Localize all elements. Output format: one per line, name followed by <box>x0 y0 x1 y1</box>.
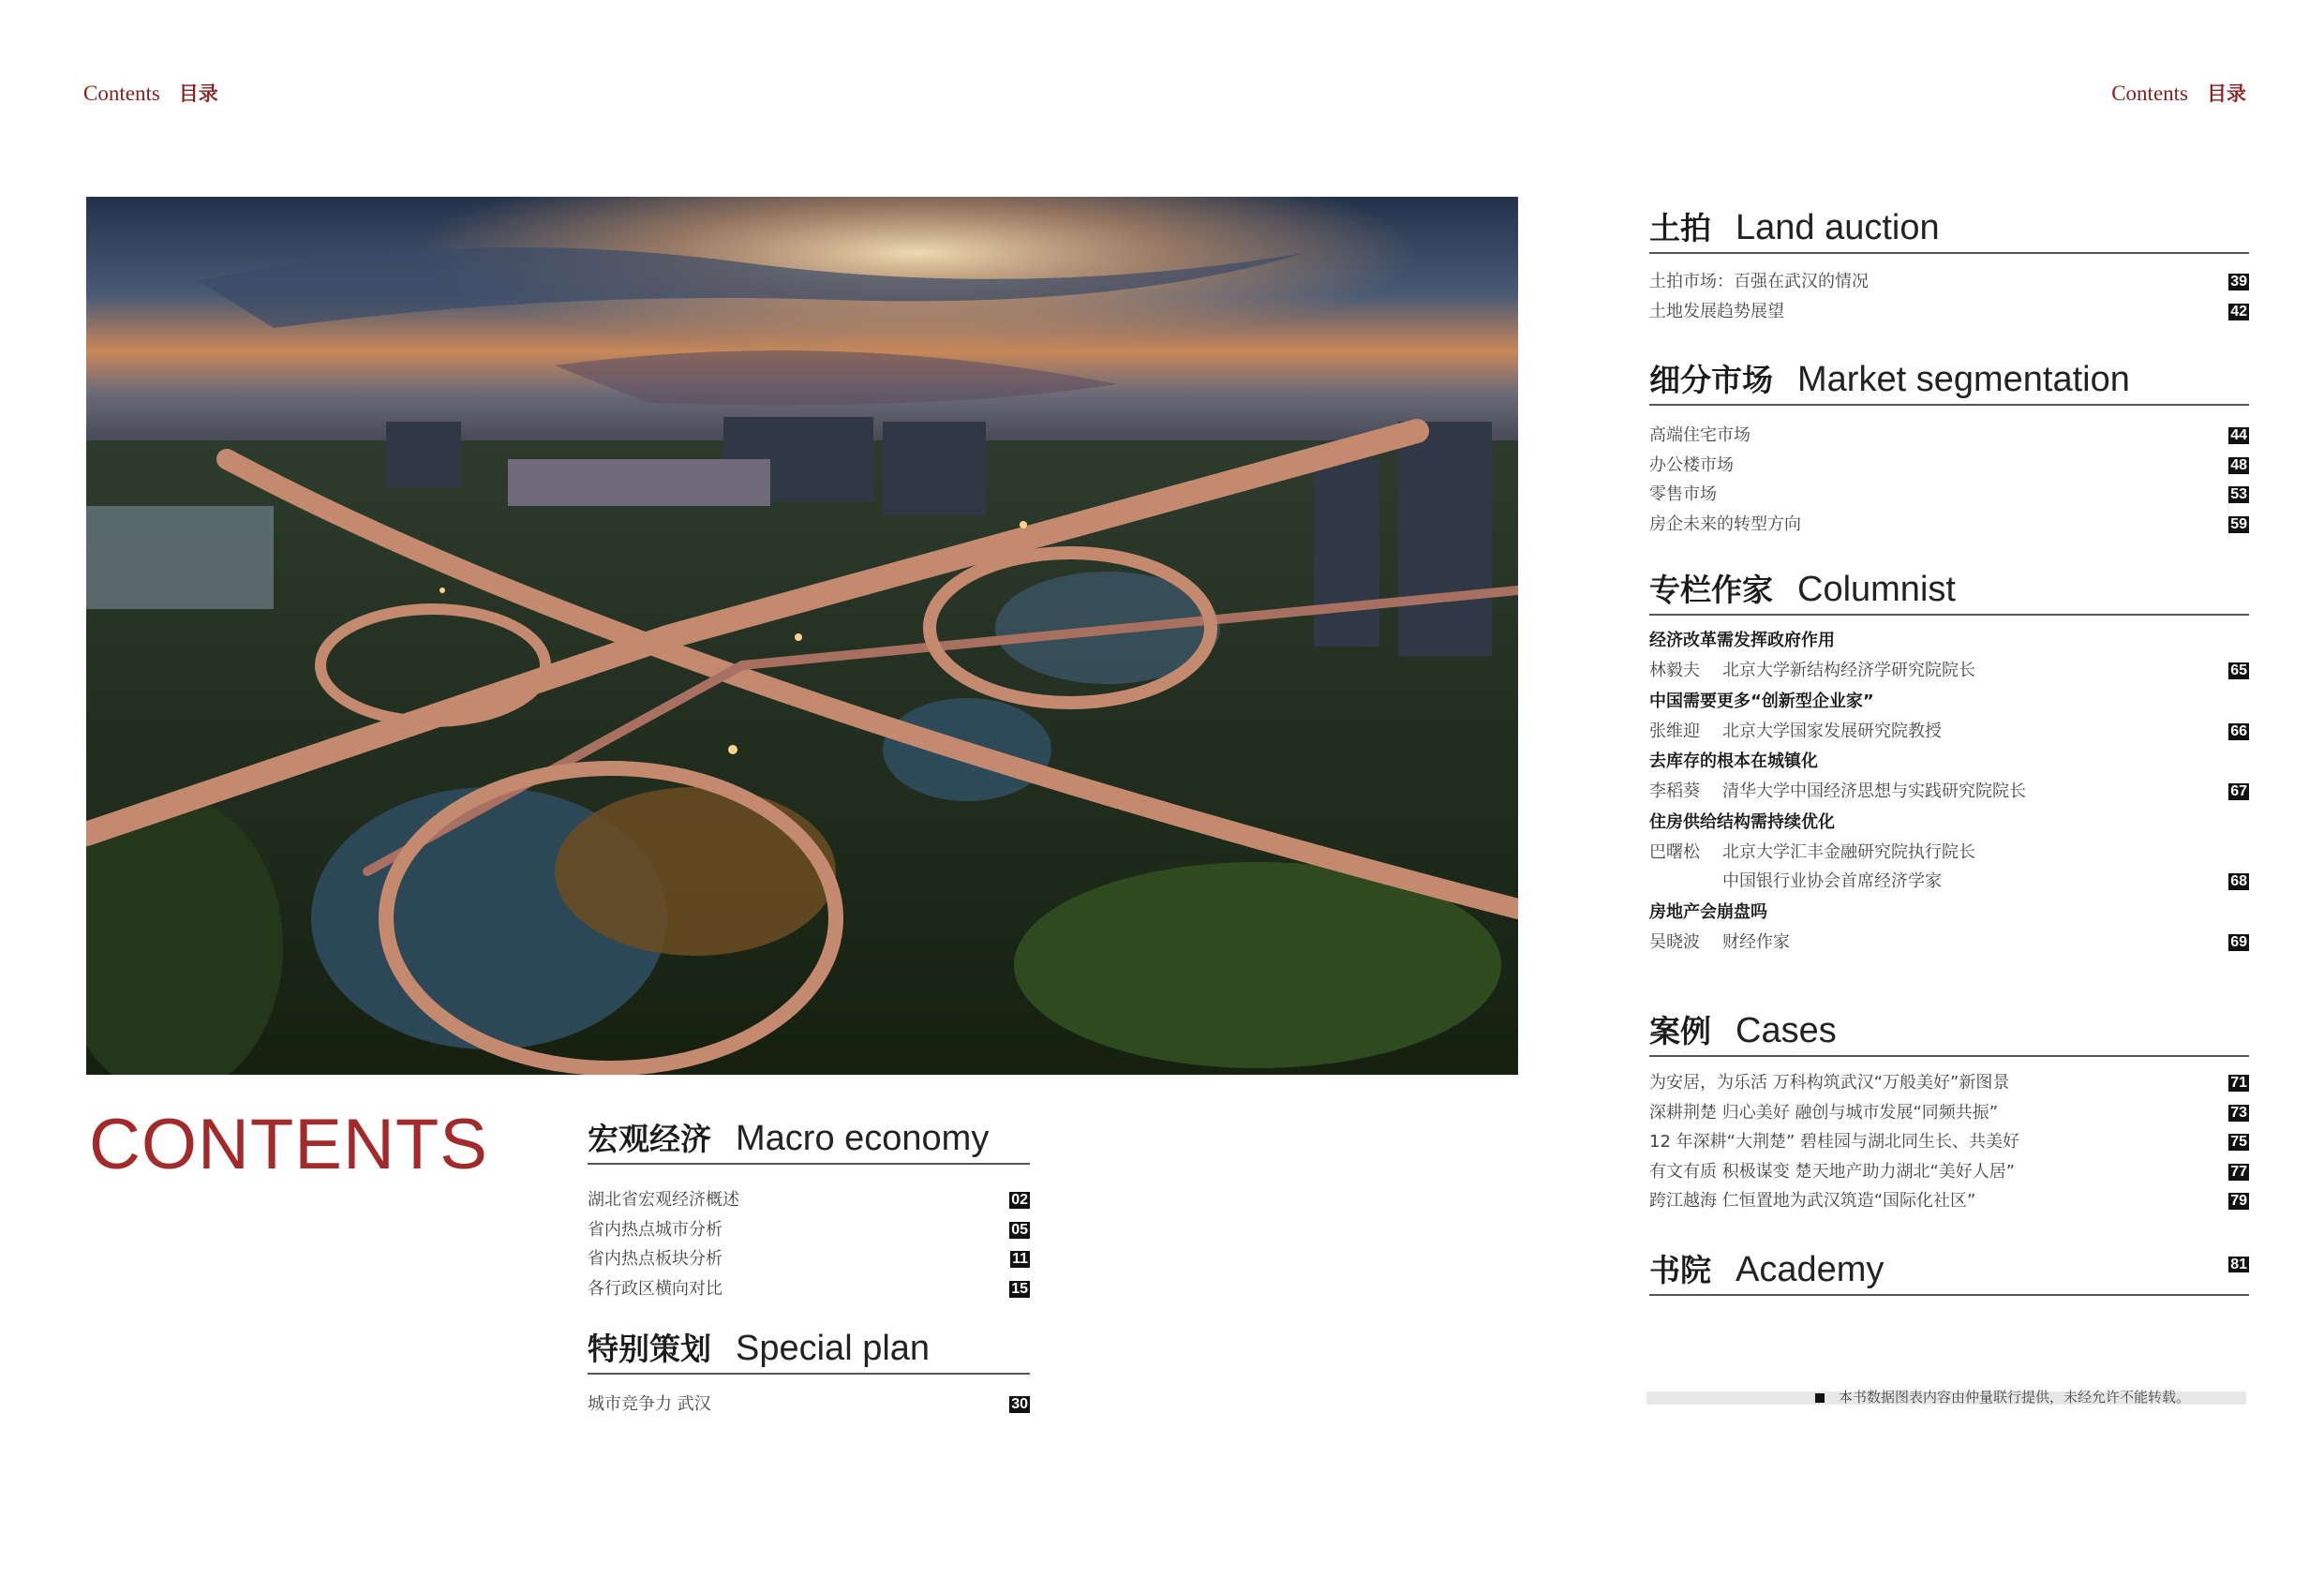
toc-entry-text: 城市竞争力 武汉 <box>588 1394 711 1414</box>
header-left-cn: 目录 <box>178 82 218 105</box>
section-land-auction <box>1649 204 2249 326</box>
toc-entry[interactable] <box>1649 656 2249 686</box>
author-name: 林毅夫 <box>1649 661 1700 680</box>
author-role: 北京大学国家发展研究院教授 <box>1722 721 1942 741</box>
page-number: 11 <box>1012 1251 1028 1267</box>
contents-title: CONTENTS <box>89 1105 488 1184</box>
section-title-cn: 特别策划 <box>588 1331 711 1367</box>
section-heading <box>1649 1246 2249 1296</box>
section-title-cn: 书院 <box>1649 1252 1711 1288</box>
toc-entry-text: 12 年深耕“大荆楚” 碧桂园与湖北同生长、共美好 <box>1649 1132 2019 1152</box>
toc-entry-text: 零售市场 <box>1649 484 1717 504</box>
section-special-plan <box>588 1325 1030 1420</box>
section-heading <box>588 1325 1030 1375</box>
toc-entry[interactable] <box>1649 838 2249 868</box>
toc-entry-text: 省内热点板块分析 <box>588 1249 723 1269</box>
toc-entry[interactable] <box>588 1390 1030 1420</box>
article-title[interactable]: 去库存的根本在城镇化 <box>1649 751 1818 771</box>
section-academy[interactable] <box>1649 1246 2249 1296</box>
author-name: 吴晓波 <box>1649 931 1700 952</box>
author-name: 巴曙松 <box>1649 841 1700 862</box>
toc-entry[interactable] <box>1649 510 2249 540</box>
toc-entry[interactable] <box>1649 1068 2249 1098</box>
toc-entry[interactable] <box>1649 1098 2249 1128</box>
section-title-cn: 案例 <box>1649 1013 1711 1049</box>
section-cases <box>1649 1007 2249 1216</box>
toc-entry-text: 房企未来的转型方向 <box>1649 513 1801 534</box>
author-role: 北京大学汇丰金融研究院执行院长 <box>1722 841 1975 862</box>
cover-photo <box>86 197 1518 1075</box>
author-name: 李稻葵 <box>1649 781 1700 801</box>
toc-entry[interactable] <box>1649 1127 2249 1157</box>
footer-note: 本书数据图表内容由仲量联行提供，未经允许不能转载。 <box>1839 1389 2191 1406</box>
toc-entry[interactable] <box>1649 297 2249 327</box>
author-role: 清华大学中国经济思想与实践研究院院长 <box>1722 781 2026 801</box>
author-role: 财经作家 <box>1722 931 1790 952</box>
toc-entry-continued[interactable] <box>1649 867 2249 897</box>
toc-entry[interactable] <box>1649 267 2249 297</box>
section-title-en: Special plan <box>736 1329 931 1368</box>
toc-entry[interactable] <box>1649 777 2249 807</box>
article-title[interactable]: 房地产会崩盘吗 <box>1649 901 1767 922</box>
header-right <box>2111 79 2246 107</box>
toc-entry-text: 湖北省宏观经济概述 <box>588 1190 739 1210</box>
page-number: 59 <box>2230 515 2247 532</box>
toc-entry[interactable] <box>1649 717 2249 747</box>
section-title-en: Cases <box>1736 1011 1837 1050</box>
page-number: 81 <box>2230 1257 2247 1272</box>
toc-entry-text: 跨江越海 仁恒置地为武汉筑造“国际化社区” <box>1649 1191 1976 1211</box>
page-number: 75 <box>2230 1134 2247 1150</box>
article-title[interactable]: 中国需要更多“创新型企业家” <box>1649 691 1874 711</box>
page-number: 65 <box>2230 662 2247 678</box>
section-heading <box>1649 1007 2249 1057</box>
toc-entry[interactable] <box>1649 928 2249 958</box>
section-title-cn: 宏观经济 <box>588 1121 711 1157</box>
toc-entry[interactable] <box>1649 1157 2249 1187</box>
section-title-cn: 细分市场 <box>1649 362 1773 398</box>
section-heading <box>588 1115 1030 1165</box>
toc-entry-text: 为安居，为乐活 万科构筑武汉“万般美好”新图景 <box>1649 1073 2010 1093</box>
page-number: 69 <box>2230 933 2247 950</box>
section-market-segmentation <box>1649 356 2249 539</box>
page-number: 05 <box>1011 1221 1028 1238</box>
section-title-en: Land auction <box>1736 208 1940 247</box>
toc-entry-text: 深耕荆楚 归心美好 融创与城市发展“同频共振” <box>1649 1102 1999 1123</box>
toc-entry-text: 高端住宅市场 <box>1649 425 1750 445</box>
header-left <box>83 79 218 107</box>
page-number: 39 <box>2230 274 2247 290</box>
section-title-en: Market segmentation <box>1797 360 2130 399</box>
section-macro-economy <box>588 1115 1030 1303</box>
footer-square-icon <box>1815 1393 1825 1403</box>
page-number: 42 <box>2230 303 2247 320</box>
section-title-cn: 专栏作家 <box>1649 572 1773 608</box>
toc-entry-text: 办公楼市场 <box>1649 454 1734 475</box>
toc-entry[interactable] <box>588 1215 1030 1245</box>
toc-entry[interactable] <box>1649 480 2249 510</box>
article-title[interactable]: 住房供给结构需持续优化 <box>1649 811 1835 832</box>
toc-entry-text: 有文有质 积极谋变 楚天地产助力湖北“美好人居” <box>1649 1161 2016 1182</box>
page-number: 79 <box>2230 1193 2247 1209</box>
page-number: 66 <box>2230 722 2247 739</box>
page-number: 48 <box>2230 456 2247 473</box>
page-number: 68 <box>2230 873 2247 889</box>
page-number: 71 <box>2230 1075 2247 1091</box>
header-right-cn: 目录 <box>2207 82 2246 105</box>
page-number: 53 <box>2230 486 2247 502</box>
page-number: 15 <box>1011 1280 1028 1297</box>
page-number: 30 <box>1011 1396 1028 1412</box>
section-heading <box>1649 566 2249 616</box>
toc-entry[interactable] <box>1649 421 2249 451</box>
toc-entry[interactable] <box>588 1274 1030 1304</box>
page-number: 77 <box>2230 1163 2247 1180</box>
author-name: 张维迎 <box>1649 721 1700 741</box>
author-role: 北京大学新结构经济学研究院院长 <box>1722 661 1975 680</box>
page-number: 67 <box>2230 783 2247 799</box>
author-role-secondary: 中国银行业协会首席经济学家 <box>1722 871 1942 891</box>
toc-entry-text: 省内热点城市分析 <box>588 1219 723 1240</box>
toc-entry[interactable] <box>588 1244 1030 1274</box>
section-title-en: Macro economy <box>736 1119 990 1158</box>
page-number: 02 <box>1011 1192 1028 1208</box>
section-title-en: Academy <box>1736 1250 1885 1289</box>
header-right-en: Contents <box>2111 82 2188 105</box>
section-title-cn: 土拍 <box>1649 210 1711 246</box>
section-title-en: Columnist <box>1797 570 1956 609</box>
page-number: 73 <box>2230 1104 2247 1121</box>
article-title[interactable]: 经济改革需发挥政府作用 <box>1649 631 1835 650</box>
toc-entry-text: 土地发展趋势展望 <box>1649 301 1784 321</box>
toc-entry-text: 各行政区横向对比 <box>588 1278 723 1299</box>
section-heading <box>1649 204 2249 254</box>
page-number: 44 <box>2230 427 2247 443</box>
toc-entry[interactable] <box>1649 451 2249 481</box>
header-left-en: Contents <box>83 82 160 105</box>
toc-entry[interactable] <box>588 1185 1030 1215</box>
section-heading <box>1649 356 2249 406</box>
section-columnist <box>1649 566 2249 957</box>
toc-entry-text: 土拍市场：百强在武汉的情况 <box>1649 272 1869 291</box>
toc-entry[interactable] <box>1649 1186 2249 1216</box>
